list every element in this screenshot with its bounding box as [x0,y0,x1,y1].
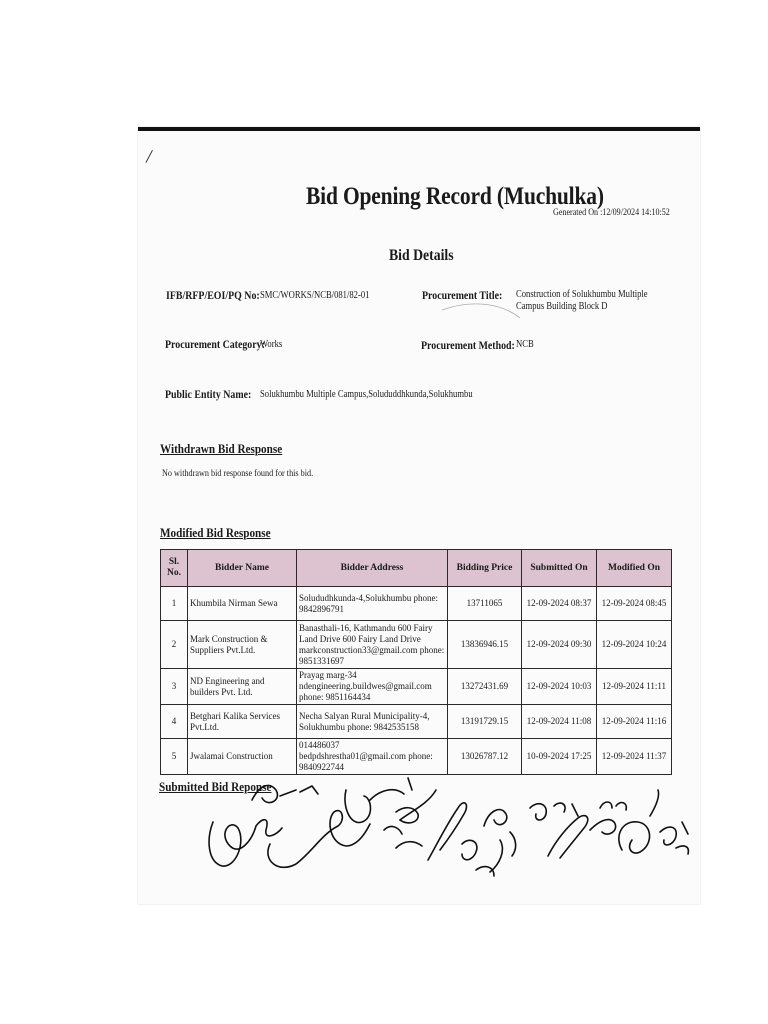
cell-modified-on: 12-09-2024 08:45 [597,587,672,621]
cell-bidder-name: ND Engineering and builders Pvt. Ltd. [188,669,297,705]
cell-price: 13272431.69 [448,669,522,705]
page-title: Bid Opening Record (Muchulka) [306,183,604,210]
method-label: Procurement Method: [421,340,515,352]
cell-submitted-on: 12-09-2024 09:30 [522,621,597,669]
withdrawn-note: No withdrawn bid response found for this bid. [162,469,314,479]
column-header: Modified On [597,550,672,587]
cell-bidder-address: 014486037 bedpdshrestha01@gmail.com phone: 9840922744 [297,739,448,775]
cell-bidder-address: Prayag marg-34 ndengineering.buildwes@gmail.com phone: 9851164434 [297,669,448,705]
cell-bidder-name: Mark Construction & Suppliers Pvt.Ltd. [188,621,297,669]
cell-sl: 3 [161,669,188,705]
ifb-label: IFB/RFP/EOI/PQ No: [166,290,260,302]
category-value: Works [260,339,283,350]
cell-price: 13836946.15 [448,621,522,669]
modified-heading: Modified Bid Response [160,525,271,540]
submitted-heading: Submitted Bid Reponse [159,779,272,794]
column-header: Sl. No. [161,550,188,587]
cell-modified-on: 12-09-2024 11:11 [597,669,672,705]
column-header: Bidder Name [188,550,297,587]
cell-sl: 1 [161,587,188,621]
bid-details-heading: Bid Details [389,247,454,264]
cell-submitted-on: 10-09-2024 17:25 [522,739,597,775]
cell-submitted-on: 12-09-2024 08:37 [522,587,597,621]
cell-bidder-name: Betghari Kalika Services Pvt.Ltd. [188,705,297,739]
cell-modified-on: 12-09-2024 11:37 [597,739,672,775]
withdrawn-heading: Withdrawn Bid Response [160,441,283,456]
cell-modified-on: 12-09-2024 11:16 [597,705,672,739]
cell-bidder-address: Solududhkunda-4,Solukhumbu phone: 9842896791 [297,587,448,621]
cell-bidder-address: Necha Salyan Rural Municipality-4, Solukhumbu phone: 9842535158 [297,705,448,739]
procurement-title-value: Construction of Solukhumbu Multiple Campus Building Block D [516,289,648,312]
cell-bidder-name: Jwalamai Construction [188,739,297,775]
table-row [161,739,672,775]
table-row [161,587,672,621]
table-header-row [161,550,672,587]
generated-on: Generated On :12/09/2024 14:10:52 [553,208,670,218]
cell-sl: 4 [161,705,188,739]
table-row [161,669,672,705]
table-row [161,705,672,739]
cell-sl: 5 [161,739,188,775]
entity-label: Public Entity Name: [165,389,252,401]
procurement-title-label: Procurement Title: [422,290,503,302]
cell-submitted-on: 12-09-2024 10:03 [522,669,597,705]
column-header: Bidder Address [297,550,448,587]
ifb-value: SMC/WORKS/NCB/081/82-01 [260,290,370,301]
table-row [161,621,672,669]
column-header: Bidding Price [448,550,522,587]
cell-submitted-on: 12-09-2024 11:08 [522,705,597,739]
cell-bidder-address: Banasthali-16, Kathmandu 600 Fairy Land Drive 600 Fairy Land Drive markconstruction33@gmail.com phone: 9851331697 [297,621,448,669]
method-value: NCB [516,339,534,350]
entity-value: Solukhumbu Multiple Campus,Solududdhkunda,Solukhumbu [260,389,473,400]
cell-sl: 2 [161,621,188,669]
cell-price: 13711065 [448,587,522,621]
column-header: Submitted On [522,550,597,587]
cell-price: 13026787.12 [448,739,522,775]
cell-modified-on: 12-09-2024 10:24 [597,621,672,669]
modified-bid-table [160,549,672,775]
cell-price: 13191729.15 [448,705,522,739]
cell-bidder-name: Khumbila Nirman Sewa [188,587,297,621]
category-label: Procurement Category: [165,339,265,351]
